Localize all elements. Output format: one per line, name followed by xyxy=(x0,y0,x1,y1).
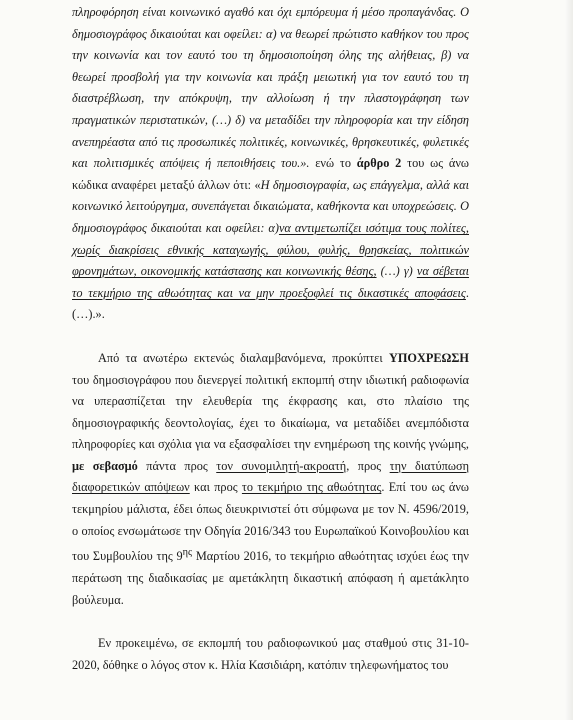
body-text: ενώ το xyxy=(309,156,357,171)
body-text: πάντα προς xyxy=(137,458,217,473)
body-text: Μαρτίου 2016, το τεκμήριο αθωότητας ισχύει έως την περάτωση της διαδικασίας με αμετάκλητη δικαστική απόφαση ή αμετάκλητο βούλευμα. xyxy=(72,549,469,607)
body-text: Από τα ανωτέρω εκτενώς διαλαμβανόμενα, προκύπτει xyxy=(98,350,389,365)
underlined-quote-text: να αντιμετωπίζει ισότιμα τους πολίτες, χωρίς διακρίσεις εθνικής καταγωγής, φύλου, φυλής, θρησκείας, πολιτικών φρονημάτων, οικονομικής κατάστασης και κοινωνικής θέσης, xyxy=(72,220,469,279)
quote-text: Η δημοσιογραφία, ως επάγγελμα, αλλά και κοινωνικό λειτούργημα, συνεπάγεται δικαιώματα, καθήκοντα και υποχρεώσεις. Ο δημοσιογράφος δικαιούται και οφείλει: α) xyxy=(72,177,470,235)
underlined-text: το τεκμήριο της αθωότητας xyxy=(241,480,382,495)
underlined-text: τον συνομιλητή-ακροατή xyxy=(216,458,347,473)
body-text: . (…).». xyxy=(72,285,469,322)
incident-paragraph xyxy=(72,633,469,676)
body-text: , προς xyxy=(346,458,390,473)
code-of-ethics-quote-paragraph xyxy=(72,2,469,326)
emphasis-obligation: ΥΠΟΧΡΕΩΣΗ xyxy=(388,350,469,365)
body-text: Εν προκειμένω, σε εκπομπή του ραδιοφωνικού μας σταθμού στις 31-10-2020, δόθηκε ο λόγος στον κ. Ηλία Κασιδιάρη, κατόπιν τηλεφωνήματος του xyxy=(72,636,469,672)
emphasis-respect: με σεβασμό xyxy=(72,458,138,473)
obligation-paragraph xyxy=(72,348,469,611)
quote-text: (…) γ) xyxy=(376,264,417,279)
underlined-quote-text: να σέβεται το τεκμήριο της αθωότητας και να μην προεξοφλεί τις δικαστικές αποφάσεις xyxy=(72,264,470,300)
ordinal-superscript: ης xyxy=(182,547,193,559)
body-text: του δημοσιογράφου που διενεργεί πολιτική εκπομπή στην ιδιωτική ραδιοφωνία να υπερασπίζεται την ελευθερία της έκφρασης και, στο πλαίσιο της δημοσιογραφικής δεοντολογίας, έχει το δικαίωμα, να μεταδίδει ανεμπόδιστα πληροφορίες και σχόλια για να εξασφαλίσει την ενημέρωση της κοινής γνώμης, xyxy=(72,372,469,452)
body-text: του ως άνω κώδικα αναφέρει μεταξύ άλλων ότι: « xyxy=(72,156,469,192)
quote-text: πληροφόρηση είναι κοινωνικό αγαθό και όχι εμπόρευμα ή μέσο προπαγάνδας. Ο δημοσιογράφος δικαιούται και οφείλει: α) να θεωρεί πρώτιστο καθήκον του προς την κοινωνία και τον εαυτό του τη δημοσιοποίηση όλης της αλήθειας, β) να θεωρεί προσβολή για την κοινωνία και πράξη μειωτική για τον εαυτό του τη διαστρέβλωση, την απόκρυψη, την αλλοίωση ή την πλαστογράφηση των πραγματικών περιστατικών, (…) δ) να μεταδίδει την πληροφορία και την είδηση ανεπηρέαστα από τις προσωπικές πολιτικές, κοινωνικές, θρησκευτικές, φυλετικές και πολιτισμικές απόψεις ή πεποιθήσεις του.». xyxy=(72,5,469,171)
body-text: . Επί του ως άνω τεκμηρίου μάλιστα, έδει όπως διευκρινιστεί ότι σύμφωνα με τον Ν. 4596/2019, ο οποίος ενσωμάτωσε την Οδηγία 2016/343 του Ευρωπαϊκού Κοινοβουλίου και του Συμβουλίου της 9 xyxy=(72,480,469,564)
underlined-text: την διατύπωση διαφορετικών απόψεων xyxy=(72,458,469,495)
article-reference: άρθρο 2 xyxy=(356,156,402,171)
body-text: και προς xyxy=(189,480,242,495)
scan-shadow xyxy=(565,0,573,720)
